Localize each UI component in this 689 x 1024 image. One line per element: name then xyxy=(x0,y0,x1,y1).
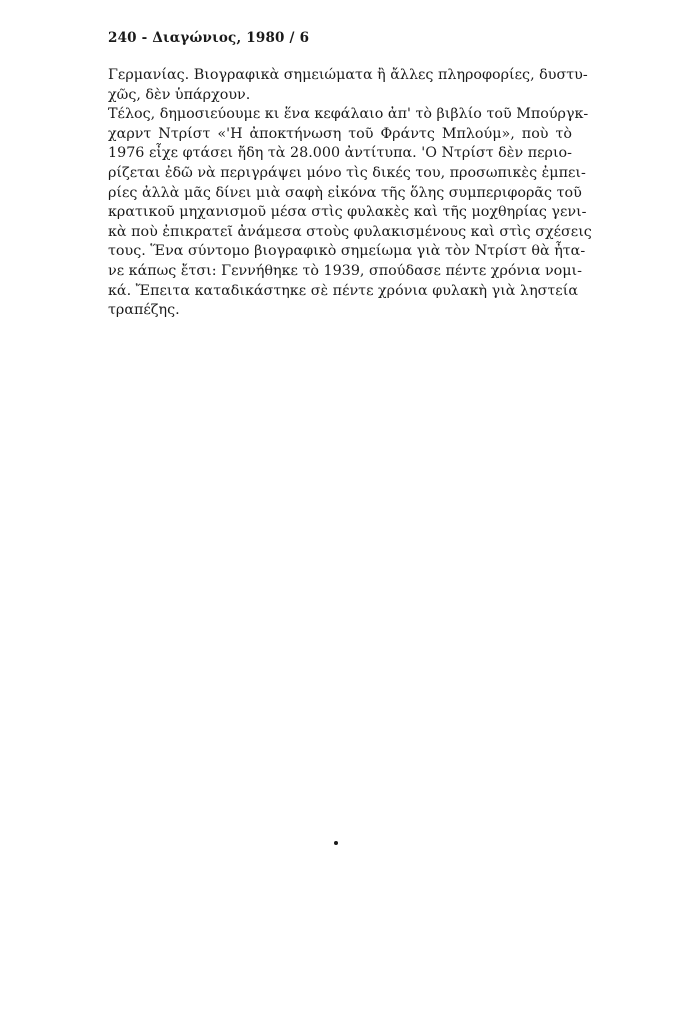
text-line: κά. Ἔπειτα καταδικάστηκε σὲ πέντε χρόνια φυλακὴ γιὰ ληστεία xyxy=(108,282,578,299)
text-line: ρίες ἀλλὰ μᾶς δίνει μιὰ σαφὴ εἰκόνα τῆς ὅλης συμπεριφορᾶς τοῦ xyxy=(108,184,582,201)
text-line: κρατικοῦ μηχανισμοῦ μέσα στὶς φυλακὲς καὶ τῆς μοχθηρίας γενι- xyxy=(108,204,587,221)
text-line: Τέλος, δημοσιεύουμε κι ἕνα κεφάλαιο ἀπ' τὸ βιβλίο τοῦ Μπούργκ- xyxy=(108,106,589,123)
text-line: κὰ ποὺ ἐπικρατεῖ ἀνάμεσα στοὺς φυλακισμένους καὶ στὶς σχέσεις xyxy=(108,223,592,240)
text-line: τραπέζης. xyxy=(108,302,180,319)
running-head: 240 - Διαγώνιος, 1980 / 6 xyxy=(108,30,310,46)
text-line: χαρντ Ντρίστ «'Η ἀποκτήνωση τοῦ Φράντς Μπλούμ», ποὺ τὸ xyxy=(108,125,572,142)
text-line: 1976 εἶχε φτάσει ἤδη τὰ 28.000 ἀντίτυπα. 'Ο Ντρίστ δὲν περιο- xyxy=(108,145,572,162)
text-line: χῶς, δὲν ὑπάρχουν. xyxy=(108,86,251,103)
text-line: ρίζεται ἐδῶ νὰ περιγράψει μόνο τὶς δικές του, προσωπικὲς ἐμπει- xyxy=(108,164,586,181)
ink-dot xyxy=(334,841,338,845)
text-line: τους. Ἕνα σύντομο βιογραφικὸ σημείωμα γιὰ τὸν Ντρίστ θὰ ἦτα- xyxy=(108,243,586,260)
body-paragraph xyxy=(108,66,592,321)
text-line: Γερμανίας. Βιογραφικὰ σημειώματα ἢ ἄλλες πληροφορίες, δυστυ- xyxy=(108,67,588,83)
text-line: νε κάπως ἔτσι: Γεννήθηκε τὸ 1939, σπούδασε πέντε χρόνια νομι- xyxy=(108,262,582,279)
